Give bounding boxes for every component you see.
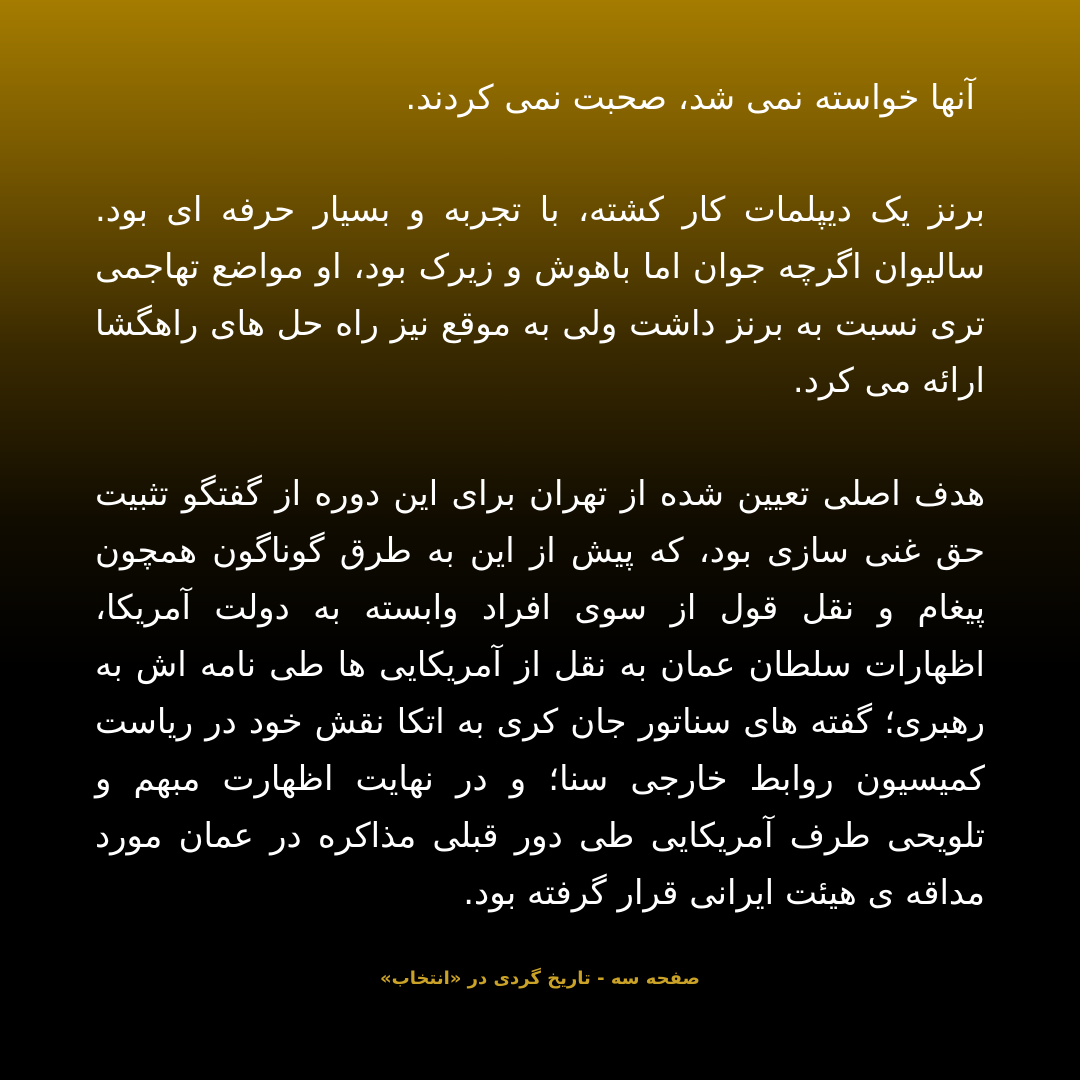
article-paragraph-3: هدف اصلی تعیین شده از تهران برای این دوره از گفتگو تثبیت حق غنی سازی بود، که پیش از این به طرق گوناگون همچون پیغام و نقل قول از سوی افراد وابسته به دولت آمریکا، اظهارات سلطان عمان به نقل از آمریکایی ها طی نامه اش به رهبری؛ گفته های سناتور جان کری به اتکا نقش خود در ریاست کمیسیون روابط خارجی سنا؛ و در نهایت اظهارت مبهم و تلویحی طرف آمریکایی طی دور قبلی مذاکره در عمان مورد مداقه ی هیئت ایرانی قرار گرفته بود. [95, 474, 985, 913]
article-paragraph-2: برنز یک دیپلمات کار کشته، با تجربه و بسیار حرفه ای بود. سالیوان اگرچه جوان اما باهوش و زیرک بود، او مواضع تهاجمی تری نسبت به برنز داشت ولی به موقع نیز راه حل های راهگشا ارائه می کرد. [95, 190, 985, 401]
article-body [95, 70, 985, 922]
article-paragraph-1: آنها خواسته نمی شد، صحبت نمی کردند. [405, 78, 975, 118]
footer-caption: صفحه سه - تاریخ گردی در «انتخاب» [380, 968, 700, 989]
